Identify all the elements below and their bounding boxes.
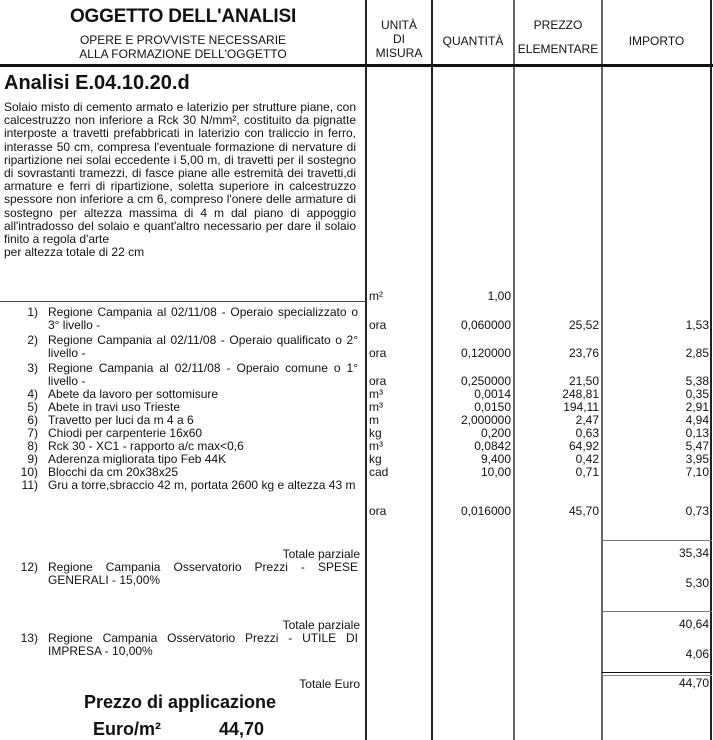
- analysis-code: Analisi E.04.10.20.d: [4, 72, 190, 94]
- item-number: 11): [21, 478, 38, 492]
- item-quantity: 10,00: [480, 465, 511, 479]
- item-description: Blocchi da cm 20x38x25: [48, 465, 179, 479]
- item-number: 5): [27, 400, 38, 414]
- total-amount: 44,70: [678, 676, 709, 690]
- analysis-description: [4, 101, 356, 259]
- col-header-unit-line3: MISURA: [375, 46, 423, 60]
- col-header-unit: [366, 18, 432, 60]
- item-amount: 4,94: [685, 413, 709, 427]
- analysis-quantity: 1,00: [487, 289, 511, 303]
- item-amount: 2,91: [685, 400, 709, 414]
- header-subtitle-2: ALLA FORMAZIONE DELL'OGGETTO: [79, 47, 287, 61]
- overhead-amount: 5,30: [685, 576, 709, 590]
- item-price: 2,47: [575, 413, 599, 427]
- item-number: 3): [27, 361, 38, 375]
- item-quantity: 0,200: [480, 426, 511, 440]
- item-quantity: 9,400: [480, 452, 511, 466]
- item-price: 0,63: [575, 426, 599, 440]
- item-number: 1): [27, 305, 38, 319]
- item-amount: 5,38: [685, 374, 709, 388]
- header-title: OGGETTO DELL'ANALISI: [69, 6, 297, 27]
- analysis-unit: m²: [369, 289, 383, 303]
- item-quantity: 0,120000: [460, 346, 511, 360]
- item-price: 21,50: [568, 374, 599, 388]
- item-description: Regione Campania al 02/11/08 - Operaio specializzato o 3° livello -: [48, 305, 358, 332]
- item-description: Gru a torre,sbraccio 42 m, portata 2600 kg e altezza 43 m: [48, 478, 356, 492]
- application-price-unit: Euro/m²: [93, 719, 162, 739]
- overhead-description: Regione Campania Osservatorio Prezzi - SPESE GENERALI - 15,00%: [48, 560, 358, 587]
- item-unit: m³: [369, 387, 383, 401]
- subtotal1-divider: [602, 540, 712, 541]
- item-unit: ora: [369, 346, 387, 360]
- subtotal1-label: Totale parziale: [282, 547, 360, 561]
- col-header-price-line1: PREZZO: [533, 18, 583, 32]
- item-amount: 3,95: [685, 452, 709, 466]
- item-unit: ora: [369, 374, 387, 388]
- item-unit: m³: [369, 400, 383, 414]
- item-number: 2): [27, 333, 38, 347]
- item-unit: cad: [369, 465, 389, 479]
- item-quantity: 0,0150: [474, 400, 511, 414]
- item-number: 13): [20, 631, 38, 645]
- item-number: 6): [27, 413, 38, 427]
- item-number: 4): [27, 387, 38, 401]
- item-unit: ora: [369, 504, 387, 518]
- item-amount: 5,47: [685, 439, 709, 453]
- item-amount: 0,13: [685, 426, 709, 440]
- item-number: 8): [27, 439, 38, 453]
- item-quantity: 0,0014: [474, 387, 511, 401]
- item-quantity: 0,0842: [474, 439, 511, 453]
- item-quantity: 0,250000: [460, 374, 511, 388]
- item-description: Chiodi per carpenterie 16x60: [48, 426, 203, 440]
- item-description: Regione Campania al 02/11/08 - Operaio comune o 1° livello -: [48, 361, 358, 388]
- subtotal2-divider: [602, 611, 712, 612]
- item-price: 0,71: [575, 465, 599, 479]
- col-header-price-line2: ELEMENTARE: [517, 42, 599, 56]
- subtotal1-amount: 35,34: [678, 546, 709, 560]
- col-header-unit-line1: UNITÀ: [381, 18, 417, 32]
- column-divider-unit: [365, 0, 367, 740]
- table-right-border: [710, 0, 712, 740]
- header-divider: [0, 64, 713, 67]
- item-price: 25,52: [568, 318, 599, 332]
- column-divider-price: [513, 0, 515, 740]
- col-header-amount: IMPORTO: [628, 34, 685, 48]
- subtotal2-label: Totale parziale: [282, 618, 360, 632]
- item-unit: m³: [369, 439, 383, 453]
- analysis-description-text: Solaio misto di cemento armato e laterizio per strutture piane, con calcestruzzo non inferiore a Rck 30 N/mm², costituito da pignatte interposte a travetti prefabbricati in laterizio con traliccio in ferro, interasse 50 cm, compresa l'eventuale formazione di nervature di ripartizione nei solai eccedente i 5,00 m, di travetti per il sostegno di sovrastanti tramezzi, di fasce piane alle estremità dei travetti,di armature e ferri di ripartizione, soletta superiore in calcestruzzo spessore non inferiore a cm 6, compreso l'onere delle armature di sostegno per altezza massima di 4 m dal piano di appoggio all'intradosso del solaio e quant'altro necessario per dare il solaio finito a regola d'arte: [4, 100, 356, 247]
- item-amount: 2,85: [685, 346, 709, 360]
- col-header-quantity: QUANTITÀ: [442, 34, 504, 48]
- application-price-value: 44,70: [219, 719, 265, 739]
- item-amount: 0,35: [685, 387, 709, 401]
- total-label: Totale Euro: [299, 677, 360, 691]
- item-amount: 1,53: [685, 318, 709, 332]
- item-price: 45,70: [568, 504, 599, 518]
- item-price: 64,92: [568, 439, 599, 453]
- item-description: Rck 30 - XC1 - rapporto a/c max<0,6: [48, 439, 244, 453]
- item-number: 9): [27, 452, 38, 466]
- col-header-price: [514, 18, 602, 56]
- item-description: Travetto per luci da m 4 a 6: [48, 413, 194, 427]
- header-subtitle-1: OPERE E PROVVISTE NECESSARIE: [79, 33, 287, 47]
- item-price: 23,76: [568, 346, 599, 360]
- item-amount: 0,73: [685, 504, 709, 518]
- item-unit: kg: [369, 426, 382, 440]
- item-number: 12): [20, 560, 38, 574]
- item-unit: m: [369, 413, 379, 427]
- item-price: 194,11: [563, 400, 599, 414]
- item-amount: 7,10: [685, 465, 709, 479]
- item-number: 10): [20, 465, 38, 479]
- item-quantity: 0,016000: [460, 504, 511, 518]
- item-description: Aderenza migliorata tipo Feb 44K: [48, 452, 227, 466]
- item-price: 248,81: [562, 387, 599, 401]
- item-quantity: 0,060000: [460, 318, 511, 332]
- col-header-unit-line2: DI: [393, 32, 405, 46]
- application-price-title: Prezzo di applicazione: [84, 692, 277, 712]
- description-divider: [0, 301, 366, 302]
- item-description: Abete da lavoro per sottomisure: [48, 387, 219, 401]
- item-number: 7): [27, 426, 38, 440]
- profit-amount: 4,06: [685, 647, 709, 661]
- subtotal2-amount: 40,64: [678, 617, 709, 631]
- profit-description: Regione Campania Osservatorio Prezzi - UTILE DI IMPRESA - 10,00%: [48, 631, 358, 658]
- column-divider-qty: [431, 0, 433, 740]
- item-unit: kg: [369, 452, 382, 466]
- analysis-description-last: per altezza totale di 22 cm: [4, 245, 145, 260]
- item-unit: ora: [369, 318, 387, 332]
- item-description: Abete in travi uso Trieste: [48, 400, 181, 414]
- item-price: 0,42: [575, 452, 599, 466]
- item-quantity: 2,000000: [460, 413, 511, 427]
- item-description: Regione Campania al 02/11/08 - Operaio qualificato o 2° livello -: [48, 333, 358, 360]
- total-divider-1: [602, 672, 712, 673]
